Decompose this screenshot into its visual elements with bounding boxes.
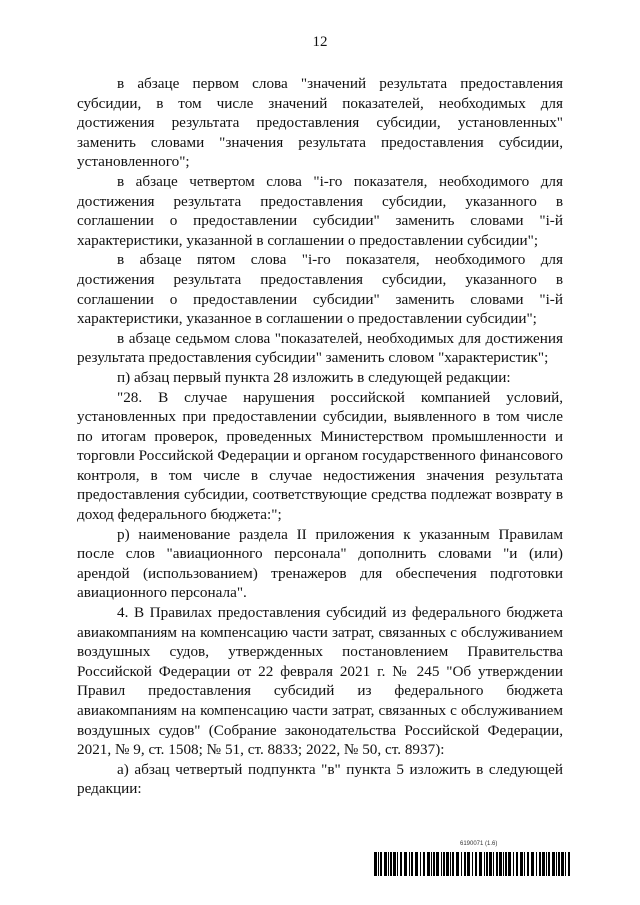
- paragraph: в абзаце пятом слова "i-го показателя, необходимого для достижения результата предоставления субсидии, указанного в соглашении о предоставлении субсидии" заменить словами "i-й характеристики, указанное в соглашении о предоставлении субсидии";: [77, 251, 563, 328]
- paragraph: в абзаце седьмом слова "показателей, необходимых для достижения результата предоставления субсидии" заменить словом "характеристик";: [77, 329, 563, 367]
- paragraph: в абзаце четвертом слова "i-го показателя, необходимого для достижения результата предоставления субсидии, указанного в соглашении о предоставлении субсидии" заменить словами "i-й характеристики, указанной в соглашении о предоставлении субсидии";: [77, 172, 563, 249]
- paragraph: "28. В случае нарушения российской компанией условий, установленных при предоставлении субсидии, выявленного в том числе по итогам проверок, проведенных Министерством промышленности и торговли Российской Федерации и органом государственного финансового контроля, в том числе в случае недостижения значения результата предоставления субсидии, соответствующие средства подлежат возврату в доход федерального бюджета:";: [77, 388, 563, 524]
- page-number: 12: [312, 34, 328, 50]
- paragraph: п) абзац первый пункта 28 изложить в следующей редакции:: [117, 368, 511, 386]
- paragraph: р) наименование раздела II приложения к указанным Правилам после слов "авиационного персонала" дополнить словами "и (или) арендой (использованием) тренажеров для обеспечения подготовки авиационного персонала".: [77, 525, 563, 602]
- barcode-icon: [374, 852, 572, 876]
- paragraph: а) абзац четвертый подпункта "в" пункта 5 изложить в следующей редакции:: [77, 760, 563, 798]
- paragraph: в абзаце первом слова "значений результата предоставления субсидии, в том числе значений показателей, необходимых для достижения результата предоставления субсидии, установленных" заменить словами "значения результата предоставления субсидии, установленного";: [77, 75, 563, 171]
- document-body: [77, 74, 563, 799]
- paragraph: 4. В Правилах предоставления субсидий из федерального бюджета авиакомпаниям на компенсацию части затрат, связанных с обслуживанием воздушных судов, утвержденных постановлением Правительства Российской Федерации от 22 февраля 2021 г. № 245 "Об утверждении Правил предоставления субсидий из федерального бюджета авиакомпаниям на компенсацию части затрат, связанных с обслуживанием воздушных судов" (Собрание законодательства Российской Федерации, 2021, № 9, ст. 1508; № 51, ст. 8833; 2022, № 50, ст. 8937):: [77, 604, 563, 759]
- document-code: 6190071 (1.6): [460, 841, 498, 847]
